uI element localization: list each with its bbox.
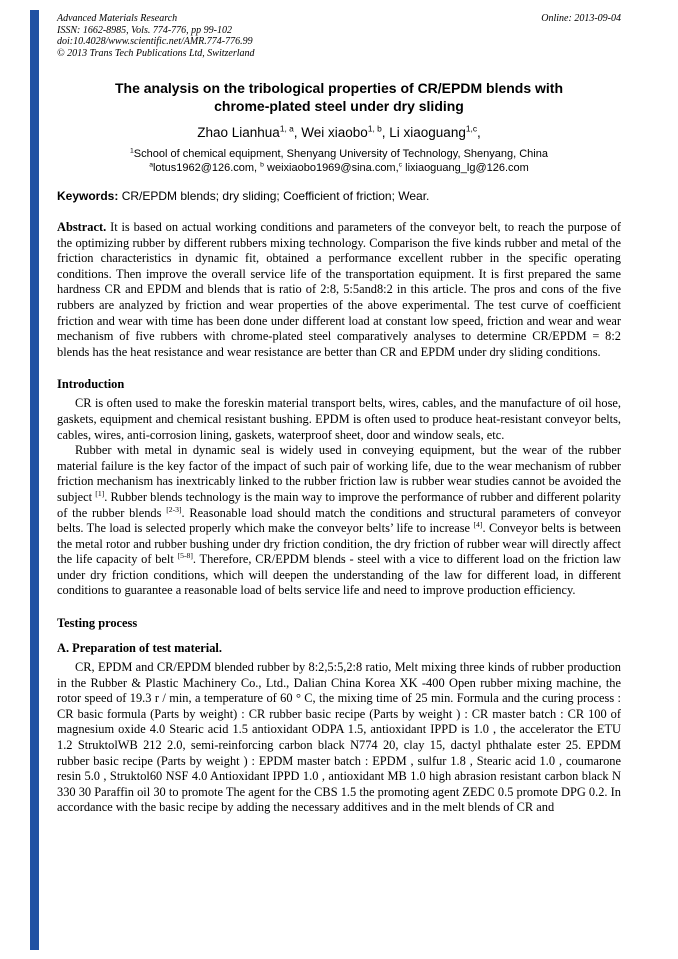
intro-paragraph-1: CR is often used to make the foreskin material transport belts, wires, cables, and the manufacture of oil hose, gaskets, equipment and chemical resistant bushing. EPDM is often used to produce heat-resistant conveyor belts, cables, wires, anti-corrosion lining, gaskets, waterproof sheet, door and window seals, etc.: [57, 396, 621, 442]
paper-page: [57, 0, 621, 816]
journal-name: Advanced Materials Research: [57, 13, 178, 24]
issn-line: ISSN: 1662-8985, Vols. 774-776, pp 99-102: [57, 24, 232, 36]
doi-line: doi:10.4028/www.scientific.net/AMR.774-776.99: [57, 36, 253, 47]
paper-title-line-2: chrome-plated steel under dry sliding: [214, 98, 464, 114]
paper-title: [57, 79, 621, 115]
publication-header: [57, 13, 621, 59]
affiliation-line: $^1$School of chemical equipment, Shenyang University of Technology, Shenyang, China: [130, 147, 548, 160]
keywords-line: Keywords: CR/EPDM blends; dry sliding; Coefficient of friction; Wear.: [57, 189, 430, 203]
section-heading-testing-process: Testing process: [57, 616, 138, 631]
copyright-line: © 2013 Trans Tech Publications Ltd, Switzerland: [57, 47, 255, 59]
intro-paragraph-2: Rubber with metal in dynamic seal is widely used in conveying equipment, but the wear of the rubber material failure is the key factor of the impact of such pair of working life, due to the wear mechanism of rubber friction mechanism has inextricably linked to the rubber friction law is rubber wear studies cannot be avoided the subject [1]. Rubber blends technology is the main way to improve the performance of rubber and different polarity of the rubber blends [2-3]. Reasonable load should match the conditions and structural parameters of conveyor belts. The load is selected properly which make the conveyor belts’ life to increase [4]. Conveyor belts is between the metal rotor and rubber bushing under dry friction condition, the dry friction of rubber wear will directly affect the life capacity of belt [5-8]. Therefore, CR/EPDM blends - steel with a vice to different load on the friction law under dry friction conditions, which will deepen the understanding of the law for different load, in different conditions to guarantee a reasonable load of belts service life and need to improve production efficiency.: [57, 443, 622, 598]
section-heading-introduction: Introduction: [57, 377, 125, 392]
abstract-paragraph: Abstract. It is based on actual working conditions and parameters of the conveyor belt, to reach the purpose of the optimizing rubber by different rubbers mixing technology. Comparison the five kinds rubber and metal of the friction characteristics in dynamic fit, obtained a performance excellent rubber in the specific operating conditions. Then improve the overall service life of the transportation equipment. It is first prepared the same hardness CR and EPDM and blends that is ratio of 2:8, 5:5and8:2 in this article. The pros and cons of the five rubbers are analyzed by friction and wear properties of the above experimental. The test curve of coefficient friction and wear with time has been done under different load at constant low speed, friction and wear and wear mechanism of five rubbers with chrome-plated steel comparatively analyses to determine CR/EPDM = 8:2 blends has the heat resistance and wear resistance are better than CR and EPDM under dry sliding conditions.: [57, 220, 621, 359]
testing-paragraph-1: CR, EPDM and CR/EPDM blended rubber by 8:2,5:5,2:8 ratio, Melt mixing three kinds of rubber production in the Rubber & Plastic Machinery Co., Ltd., Dalian China Korea XK -400 Open rubber mixing machine, the rotor speed of 19.3 r / min, a temperature of 60 ° C, the mixing time of 25 min. Formula and the curing process : CR basic formula (Parts by weight) : CR rubber basic recipe (Parts by weight ) : CR master batch : CR 100 of magnesium oxide 4.0 Stearic acid 1.5 antioxidant ODPA 1.5, antioxidant IPPD is 1.0 , the accelerator the ETU 1.2 StruktolWB 212 2.0, semi-reinforcing carbon black N774 20, clay 15, dactyl phthalate ester 25. EPDM rubber basic recipe (Parts by weight ) : EPDM master batch : EPDM , sulfur 1.8 , Stearic acid 1.0 , coumarone resin 5.0 , Struktol60 NSF 4.0 Antioxidant IPPD 1.0 , antioxidant MB 1.0 high abrasion resistant carbon black N 330 30 Paraffin oil 30 to promote The agent for the CBS 1.5 the promoting agent ZEDC 0.5 promote DPG 0.2. In accordance with the basic recipe by adding the necessary additives and in the melt blends of CR and: [57, 660, 621, 815]
publication-info: [57, 13, 255, 59]
authors-line: Zhao Lianhua$^{1, a}$, Wei xiaobo$^{1, b}$, Li xiaoguang$^{1,c}$,: [197, 123, 481, 140]
subsection-heading-preparation: A. Preparation of test material.: [57, 641, 222, 656]
paper-title-line-1: The analysis on the tribological properties of CR/EPDM blends with: [114, 80, 564, 96]
online-date: Online: 2013-09-04: [541, 13, 621, 24]
emails-line: $^a$lotus1962@126.com, $^b$ weixiaobo1969@sina.com,$^c$ lixiaoguang_lg@126.com: [149, 161, 529, 174]
page-edge-accent-bar: [30, 10, 39, 950]
